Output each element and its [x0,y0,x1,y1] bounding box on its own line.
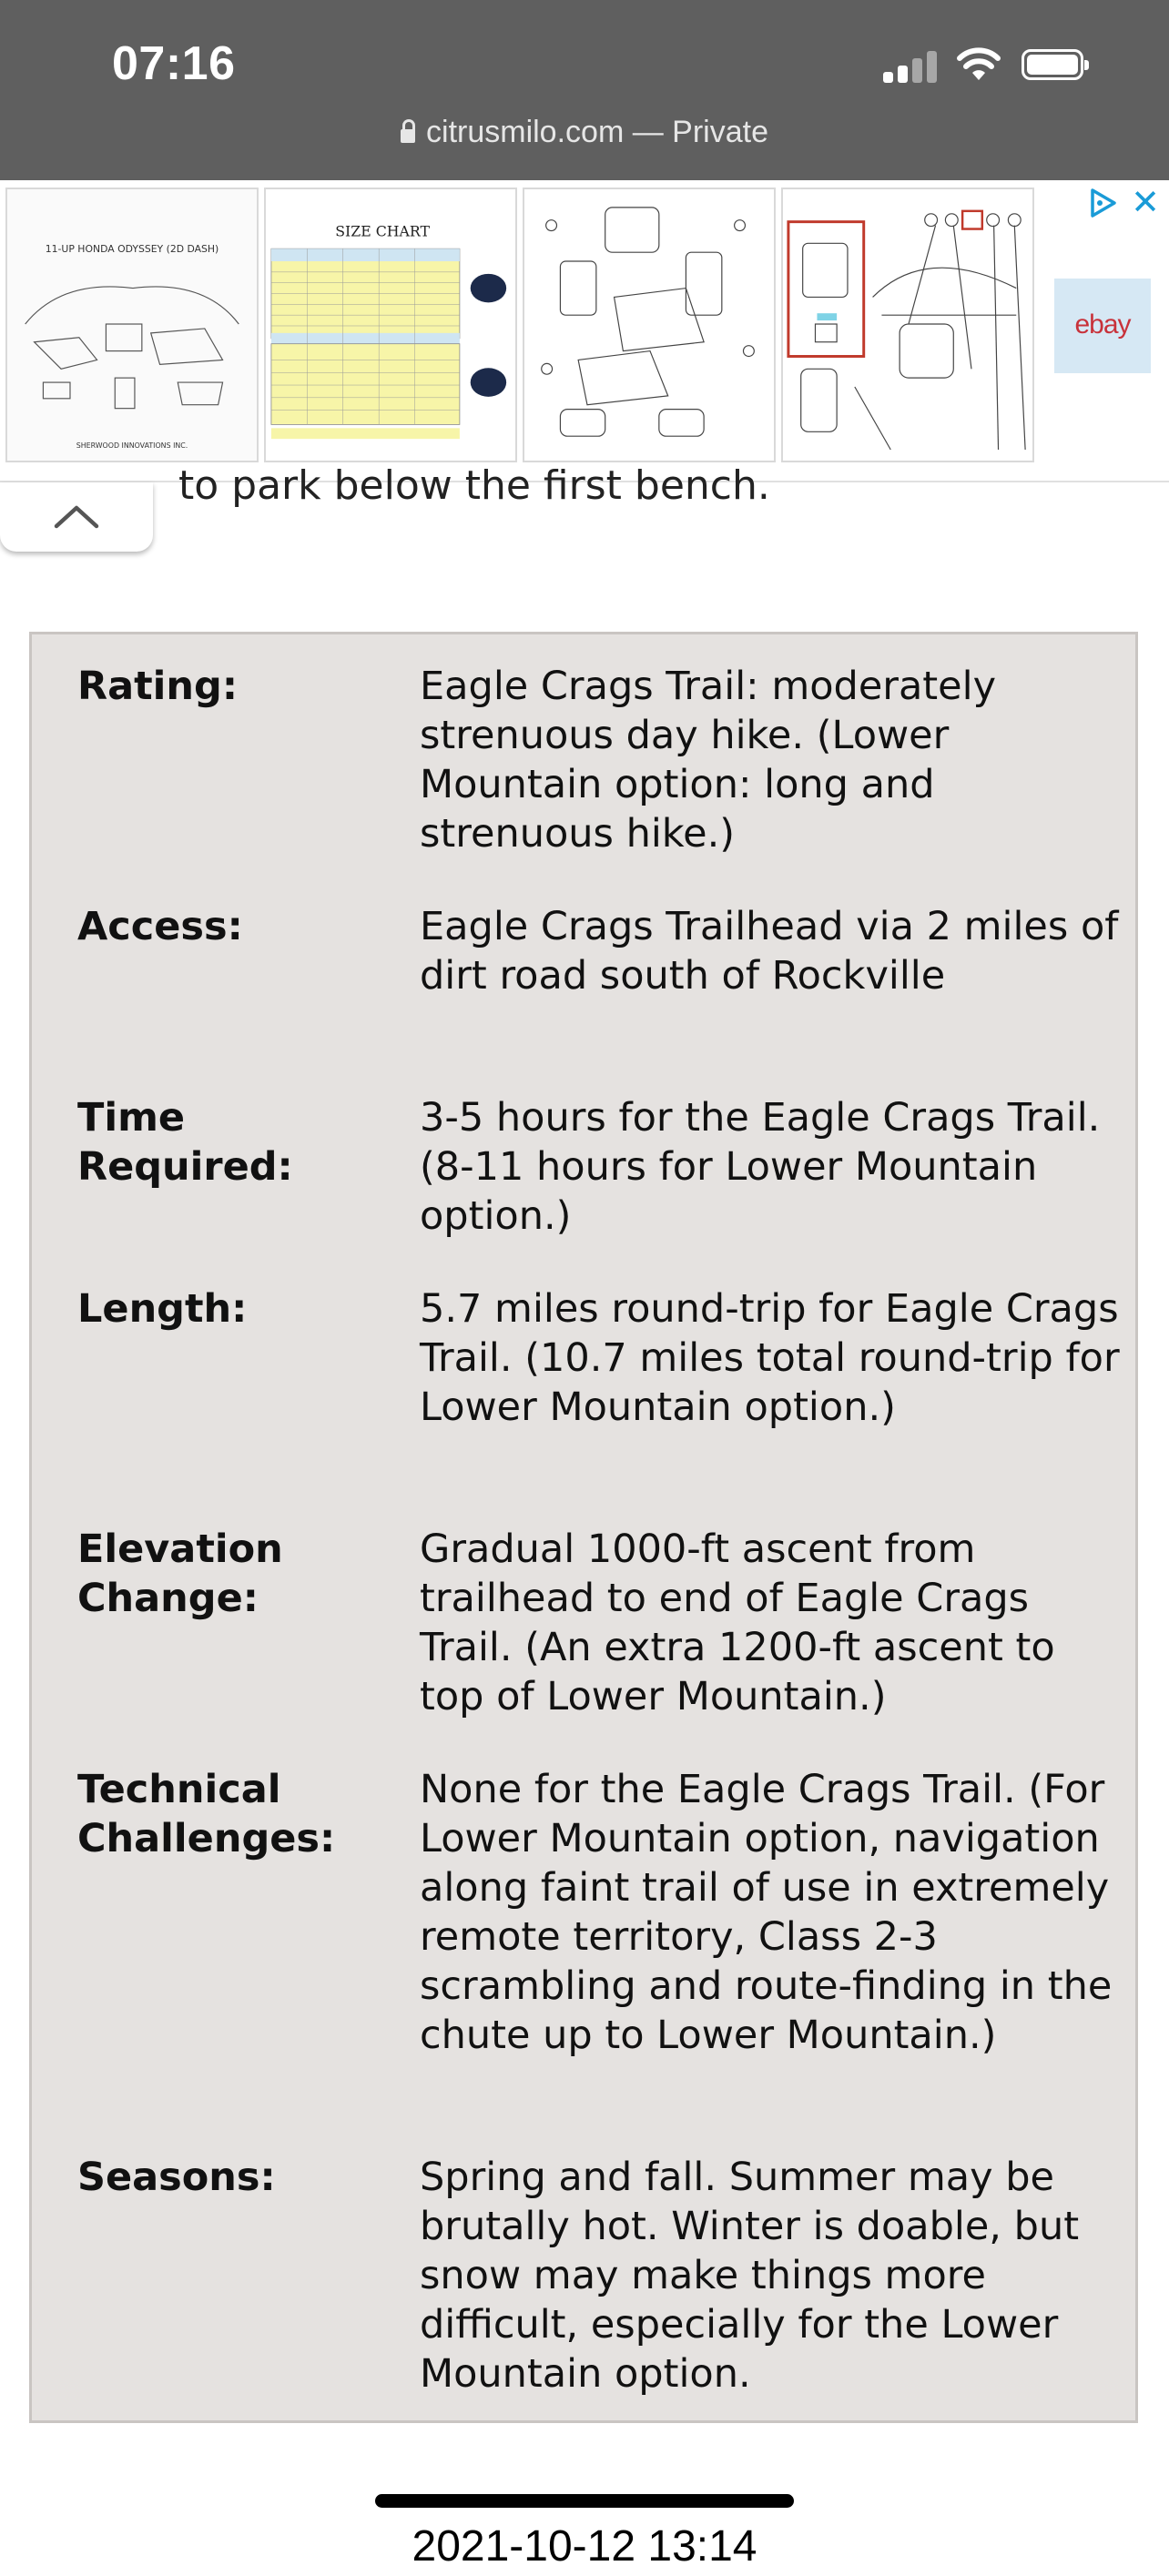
ad-thumbnail-dash-kit[interactable] [5,188,259,462]
thumbnail-caption: 11-UP HONDA ODYSSEY (2D DASH) [45,243,219,256]
lock-icon [401,129,415,143]
address-bar[interactable] [0,115,1169,150]
info-value: Spring and fall. Summer may be brutally hot. Winter is doable, but snow may make things more difficult, especially for the Lower Mountain option. [420,2155,1080,2397]
ad-thumbnail-dashboard-diagram[interactable] [781,188,1034,462]
info-value: 3-5 hours for the Eagle Crags Trail. (8-11 hours for Lower Mountain option.) [420,1095,1101,1239]
info-value: None for the Eagle Crags Trail. (For Lower Mountain option, navigation along faint trail of use in extremely remote territory, Class 2-3 scrambling and route-finding in the chute up to Lower Mountain.) [420,1767,1113,2058]
partial-paragraph: to park below the first bench. [178,462,770,509]
info-label: Technical Challenges: [77,1767,336,1861]
home-indicator[interactable] [375,2494,794,2508]
ebay-brand: ebay [1074,309,1131,340]
svg-text:SHERWOOD INNOVATIONS INC.: SHERWOOD INNOVATIONS INC. [76,441,188,451]
collapse-ad-button[interactable] [0,482,153,552]
ad-thumbnail-size-chart[interactable] [264,188,517,462]
close-icon[interactable]: ✕ [1131,182,1160,222]
wifi-icon [956,44,1001,84]
ebay-logo[interactable] [1054,279,1151,373]
url-text: citrusmilo.com — Private [426,115,768,149]
status-bar [0,0,1169,180]
clock: 07:16 [112,37,236,90]
info-value: Eagle Crags Trail: moderately strenuous day hike. (Lower Mountain option: long and strenuous hike.) [420,664,997,857]
ad-thumbnail-seat-diagram[interactable] [523,188,776,462]
thumbnail-caption: SIZE CHART [335,222,430,240]
chevron-up-icon [51,501,102,532]
ad-banner[interactable] [0,180,1169,482]
info-value: Eagle Crags Trailhead via 2 miles of dirt road south of Rockville [420,904,1119,999]
info-label: Length: [77,1286,248,1332]
adchoices-icon[interactable] [1087,188,1118,218]
battery-icon [1022,49,1083,80]
trail-info-table [29,632,1138,2423]
info-value: Gradual 1000-ft ascent from trailhead to end of Eagle Crags Trail. (An extra 1200-ft ascent to top of Lower Mountain.) [420,1526,1055,1719]
info-label: Seasons: [77,2155,276,2200]
info-label: Time Required: [77,1095,293,1190]
cellular-signal-icon [883,50,938,83]
info-value: 5.7 miles round-trip for Eagle Crags Trail. (10.7 miles total round-trip for Lower Mountain option.) [420,1286,1120,1430]
info-label: Rating: [77,664,239,709]
info-label: Elevation Change: [77,1526,283,1621]
info-label: Access: [77,904,243,949]
screenshot-timestamp: 2021-10-12 13:14 [412,2522,757,2571]
